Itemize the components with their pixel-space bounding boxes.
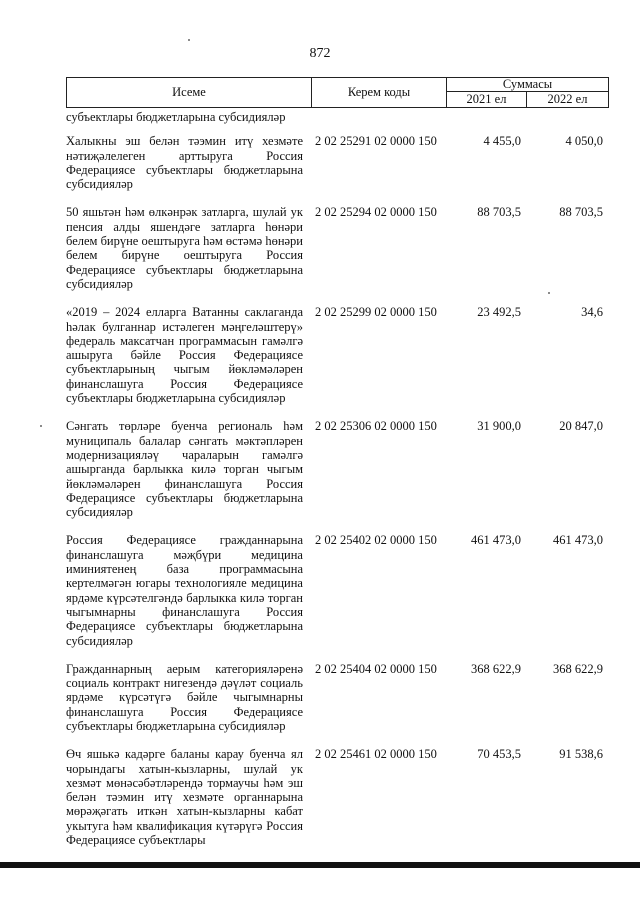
column-header-year-2022: 2022 ел bbox=[547, 92, 588, 106]
row-code: 2 02 25299 02 0000 150 bbox=[315, 305, 437, 320]
row-value-2022: 20 847,0 bbox=[559, 419, 603, 434]
row-value-2021: 88 703,5 bbox=[477, 205, 521, 220]
table-row bbox=[66, 205, 609, 291]
row-name: Сәнгать төрләре буенча региональ һәм муниципаль балалар сәнгать мәктәпләрен модернизацияләү чараларын гамәлгә ашырганда барлыкка килә торган чыгым йөкләмәләрен финанслашуга Россия Федерациясе субъектлары бюджетларына субсидияләр bbox=[66, 419, 303, 520]
row-value-2022: 368 622,9 bbox=[553, 661, 603, 676]
table-row bbox=[66, 533, 609, 647]
scan-speck bbox=[40, 425, 42, 427]
row-value-2022: 461 473,0 bbox=[553, 533, 603, 548]
row-name: «2019 – 2024 елларга Ватанны саклаганда һәлак булганнар истәлеген мәңгеләштерү» федераль максатчан программасын гамәлгә ашыруга бәйле Россия Федерациясе субъектларының чыгым йөкләмәләрен финанслашуга Россия Федерациясе субъектлары бюджетларына субсидияләр bbox=[66, 305, 303, 406]
table-row bbox=[66, 747, 609, 847]
row-name: Россия Федерациясе гражданнарына финанслашуга мәҗбүри медицина иминиятенең база программасына кертелмәгән югары технологияле медицина ярдәме күрсәтелгәндә барлыкка килә торган чыгымнарны финанслашуга Россия Федерациясе субъектлары бюджетларына субсидияләр bbox=[66, 533, 303, 648]
row-code: 2 02 25294 02 0000 150 bbox=[315, 205, 437, 220]
row-value-2021: 368 622,9 bbox=[471, 661, 521, 676]
table-header bbox=[66, 77, 609, 108]
table-row bbox=[66, 662, 609, 733]
row-value-2022: 4 050,0 bbox=[565, 134, 603, 149]
row-code: 2 02 25402 02 0000 150 bbox=[315, 533, 437, 548]
table-row bbox=[66, 134, 609, 191]
scan-speck bbox=[548, 292, 550, 294]
row-value-2021: 70 453,5 bbox=[477, 747, 521, 762]
scan-border-bar bbox=[0, 862, 640, 868]
row-value-2021: 461 473,0 bbox=[471, 533, 521, 548]
table-row bbox=[66, 419, 609, 519]
row-name: 50 яшьтән һәм өлкәнрәк затларга, шулай ук пенсия алды яшендәге затларга һөнәри белем бирүне оештыруга һәм өстәмә һөнәри белем бирүне оештыруга Россия Федерациясе субъектлары бюджетларына субсидияләр bbox=[66, 205, 303, 291]
row-name: Гражданнарның аерым категорияләренә социаль контракт нигезендә дәүләт социаль ярдәме күрсәтүгә бәйле чыгымнарны финанслашуга Россия Федерациясе субъектлары бюджетларына субсидияләр bbox=[66, 661, 303, 733]
column-header-year-2021: 2021 ел bbox=[447, 92, 527, 107]
row-value-2022: 91 538,6 bbox=[559, 747, 603, 762]
row-name: субъектлары бюджетларына субсидияләр bbox=[66, 110, 286, 124]
row-value-2021: 23 492,5 bbox=[477, 305, 521, 320]
scan-speck bbox=[188, 39, 190, 41]
table-row bbox=[66, 110, 609, 124]
row-value-2022: 88 703,5 bbox=[559, 205, 603, 220]
row-value-2021: 31 900,0 bbox=[477, 419, 521, 434]
column-header-sum: Суммасы bbox=[447, 78, 608, 92]
page-number: 872 bbox=[309, 46, 331, 61]
row-value-2022: 34,6 bbox=[581, 305, 603, 320]
column-header-name: Исеме bbox=[67, 78, 312, 107]
table-body bbox=[66, 110, 609, 861]
row-value-2021: 4 455,0 bbox=[483, 134, 521, 149]
row-name: Халыкны эш белән тәэмин итү хезмәте нәтиҗәлелеген арттыруга Россия Федерациясе субъектлары бюджетларына субсидияләр bbox=[66, 134, 303, 192]
row-name: Өч яшькә кадәрге баланы карау буенча ял чорындагы хатын-кызларны, шулай ук хезмәт мөнәсәбәтләрендә тормаучы һәм эш белән тәэмин итү хезмәте органнарына мөрәҗәгать иткән хатын-кызларны кабат укытуга һәм квалификация күтәрүгә Россия Федерациясе субъектлары bbox=[66, 747, 303, 848]
row-code: 2 02 25404 02 0000 150 bbox=[315, 661, 437, 676]
row-code: 2 02 25306 02 0000 150 bbox=[315, 419, 437, 434]
row-code: 2 02 25291 02 0000 150 bbox=[315, 134, 437, 149]
row-code: 2 02 25461 02 0000 150 bbox=[315, 747, 437, 762]
column-header-code: Керем коды bbox=[312, 78, 447, 107]
table-row bbox=[66, 305, 609, 405]
